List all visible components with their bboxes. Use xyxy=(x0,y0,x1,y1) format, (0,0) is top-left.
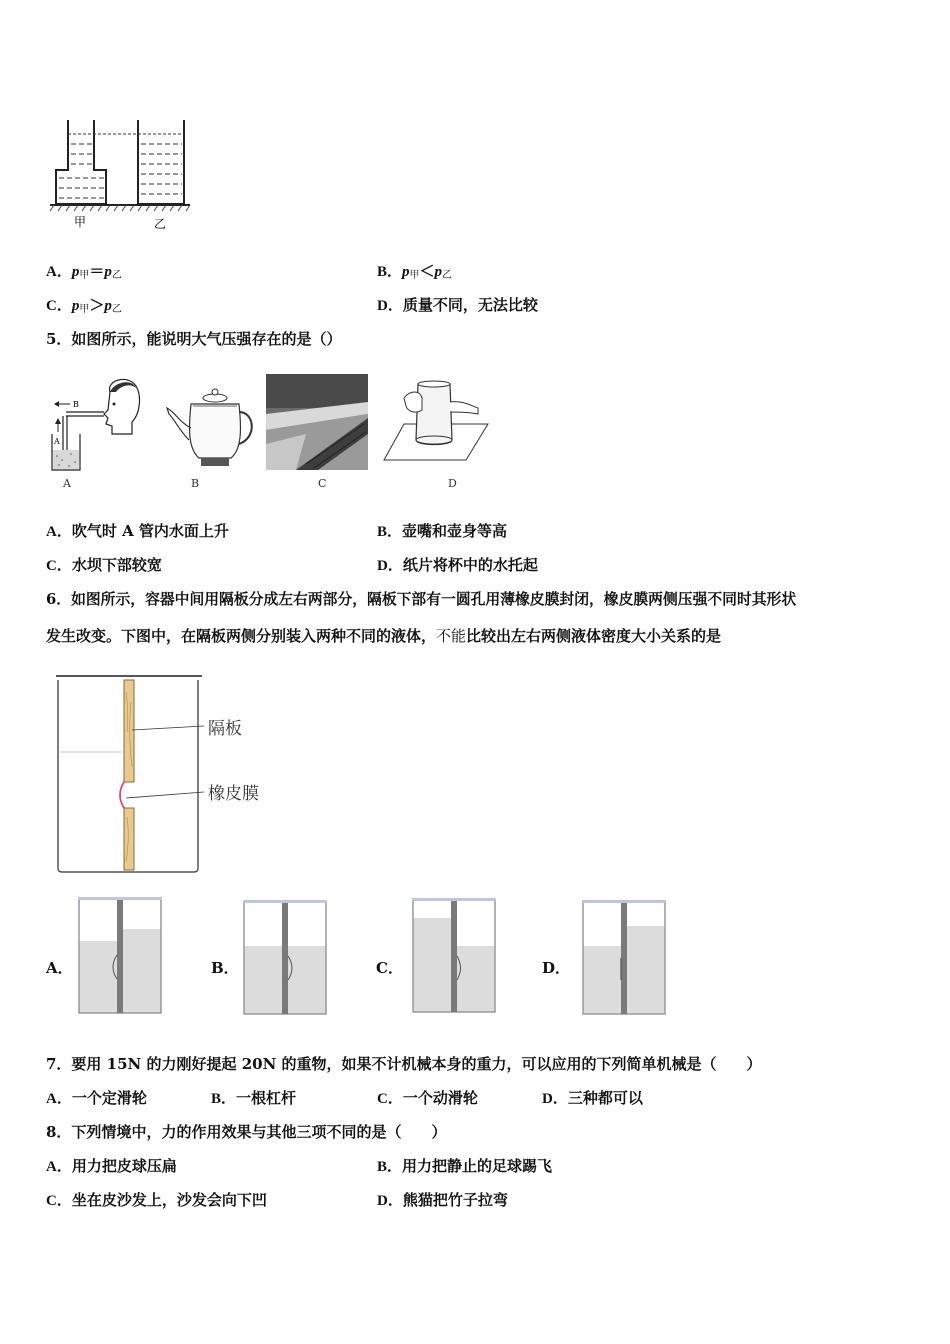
q5-fig-label-b: B xyxy=(191,477,200,490)
q4-fig-label-yi: 乙 xyxy=(154,217,167,231)
q4-figure xyxy=(48,112,198,232)
q6-option-a-label[interactable]: A． xyxy=(46,959,73,977)
q6-stem-line2: 发生改变。下图中，在隔板两侧分别装入两种不同的液体，不能比较出左右两侧液体密度大小关系的是 xyxy=(46,627,722,645)
q6-option-b-figure[interactable] xyxy=(240,898,330,1018)
q8-stem: 8．下列情境中，力的作用效果与其他三项不同的是（ ） xyxy=(46,1123,447,1141)
q5-figure-d xyxy=(382,378,492,474)
q7-option-a[interactable]: A．一个定滑轮 xyxy=(46,1089,147,1107)
q6-option-d-figure[interactable] xyxy=(579,898,669,1018)
q4-option-c[interactable]: C．$p_甲>p_乙$ xyxy=(46,296,122,315)
q5-option-c[interactable]: C．水坝下部较宽 xyxy=(46,556,162,574)
q5-option-b[interactable]: B．壶嘴和壶身等高 xyxy=(377,522,508,540)
q5-fig-label-c: C xyxy=(318,477,327,490)
q5-fig-label-a: A xyxy=(63,477,71,490)
q5-fig-a-label-a: A xyxy=(54,437,60,446)
q4-fig-label-jia: 甲 xyxy=(74,215,87,229)
q7-option-c[interactable]: C．一个动滑轮 xyxy=(377,1089,478,1107)
q7-option-b[interactable]: B．一根杠杆 xyxy=(211,1089,297,1107)
q8-option-b[interactable]: B．用力把静止的足球踢飞 xyxy=(377,1157,553,1175)
q5-figure-c xyxy=(266,374,368,470)
q6-option-c-label[interactable]: C． xyxy=(376,959,403,977)
q5-stem: 5．如图所示，能说明大气压强存在的是（） xyxy=(46,330,342,348)
q6-emphasis-buneng: 不能 xyxy=(436,627,467,645)
q5-option-a[interactable]: A．吹气时 A 管内水面上升 xyxy=(46,522,229,540)
q6-main-figure xyxy=(52,672,282,878)
q8-option-a[interactable]: A．用力把皮球压扁 xyxy=(46,1157,177,1175)
q6-stem-line1: 6．如图所示，容器中间用隔板分成左右两部分，隔板下部有一圆孔用薄橡皮膜封闭，橡皮膜两侧压强不同时其形状 xyxy=(46,591,797,608)
q4-option-a[interactable]: A．$p_甲=p_乙$ xyxy=(46,262,122,281)
q4-option-d[interactable]: D．质量不同，无法比较 xyxy=(377,296,538,314)
q5-option-d[interactable]: D．纸片将杯中的水托起 xyxy=(377,556,538,574)
q6-option-d-label[interactable]: D． xyxy=(542,959,571,977)
q6-option-b-label[interactable]: B． xyxy=(211,959,239,977)
q5-figure-a xyxy=(48,374,143,494)
q8-option-d[interactable]: D．熊猫把竹子拉弯 xyxy=(377,1191,508,1209)
q4-option-b[interactable]: B．$p_甲<p_乙$ xyxy=(377,262,453,281)
q5-figure-b xyxy=(163,384,263,474)
q7-option-d[interactable]: D．三种都可以 xyxy=(542,1089,643,1107)
q6-callout-partition: 隔板 xyxy=(208,719,242,739)
q7-stem: 7．要用 15N 的力刚好提起 20N 的重物，如果不计机械本身的重力，可以应用的下列简单机械是（ ） xyxy=(46,1055,762,1073)
q6-callout-membrane: 橡皮膜 xyxy=(208,784,259,804)
q8-option-c[interactable]: C．坐在皮沙发上，沙发会向下凹 xyxy=(46,1191,267,1209)
q6-option-c-figure[interactable] xyxy=(409,896,499,1018)
q6-option-a-figure[interactable] xyxy=(75,895,165,1017)
q5-fig-a-label-b: B xyxy=(73,400,79,409)
q5-fig-label-d: D xyxy=(448,477,457,490)
